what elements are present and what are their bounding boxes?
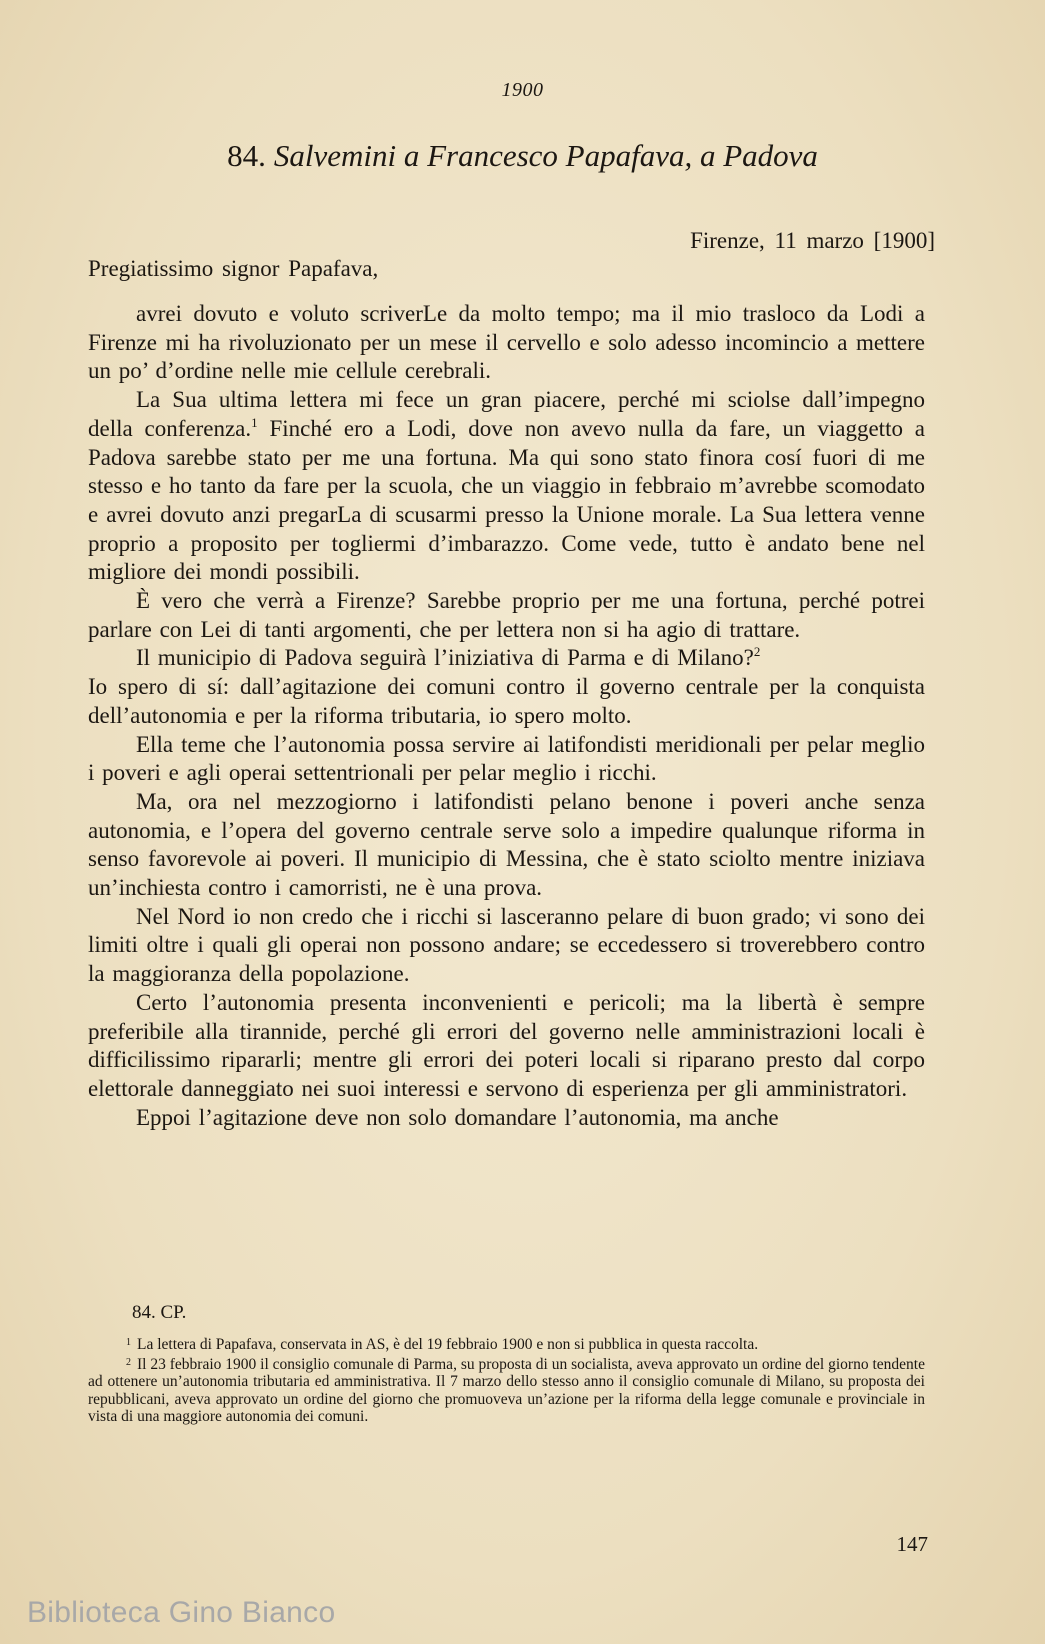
letter-title-text: Salvemini a Francesco Papafava, a Padova bbox=[273, 138, 818, 173]
letter-number: 84. bbox=[227, 138, 266, 173]
body-paragraph: Certo l’autonomia presenta inconvenienti e pericoli; ma la libertà è sempre preferibile alla tirannide, perché gli errori del governo nelle amministrazioni locali è difficilissimo ripararli; mentre gli errori dei poteri locali si riparano presto dal corpo elettorale danneggiato nei suoi interessi e servono di esperienza per gli amministratori. bbox=[88, 989, 925, 1101]
letter-body bbox=[88, 300, 925, 1132]
footnote-text: La lettera di Papafava, conservata in AS, è del 19 febbraio 1900 e non si pubblica in questa raccolta. bbox=[137, 1336, 759, 1353]
source-reference: 84. CP. bbox=[132, 1302, 187, 1323]
body-paragraph: È vero che verrà a Firenze? Sarebbe proprio per me una fortuna, perché potrei parlare con Lei di tanti argomenti, che per lettera non si ha agio di trattare. bbox=[88, 588, 925, 642]
place-date: Firenze, 11 marzo [1900] bbox=[690, 228, 935, 253]
footnote bbox=[88, 1354, 925, 1426]
library-watermark: Biblioteca Gino Bianco bbox=[27, 1596, 336, 1629]
footnote bbox=[88, 1334, 925, 1354]
body-paragraph: Io spero di sí: dall’agitazione dei comuni contro il governo centrale per la conquista dell’autonomia e per la riforma tributaria, io spero molto. bbox=[88, 674, 925, 728]
body-sentence: Finché ero a Lodi, dove non avevo nulla da fare, un viaggetto a Padova sarebbe stato per me una fortuna. Ma qui sono stato finora cosí fuori di me stesso e ho tanto da fare per la scuola, che un viaggio in febbraio m’avrebbe scomodato e avrei dovuto anzi pregarLa di scusarmi presso la Unione morale. La Sua lettera venne proprio a proposito per togliermi d’imbarazzo. Come vede, tutto è andato bene nel migliore dei mondi possibili. bbox=[88, 415, 926, 585]
footnote-mark: 1 bbox=[126, 1337, 131, 1348]
footnotes bbox=[88, 1334, 925, 1426]
letter-title bbox=[0, 138, 1045, 174]
body-sentence: La Sua ultima lettera mi fece un gran piacere, perché mi sciolse dall’impegno della conferenza. bbox=[88, 387, 925, 441]
running-head: 1900 bbox=[501, 79, 544, 101]
body-paragraph: Ma, ora nel mezzogiorno i latifondisti pelano benone i poveri anche senza autonomia, e l’opera del governo centrale serve solo a impedire qualunque riforma in senso favorevole ai poveri. Il municipio di Messina, che è stato sciolto mentre iniziava un’inchiesta contro i camorristi, ne è una prova. bbox=[88, 788, 925, 901]
footnote-text: Il 23 febbraio 1900 il consiglio comunale di Parma, su proposta di un socialista, aveva approvato un ordine del giorno tendente ad ottenere un’autonomia tributaria ed amministrativa. Il 7 marzo dello stesso anno il consiglio comunale di Milano, su proposta dei repubblicani, aveva approvato un ordine del giorno che promuoveva un’azione per la riforma della legge comunale e provinciale in vista di una maggiore autonomia dei comuni. bbox=[88, 1355, 925, 1426]
body-paragraph: avrei dovuto e voluto scriverLe da molto tempo; ma il mio trasloco da Lodi a Firenze mi ha rivoluzionato per un mese il cervello e solo adesso incomincio a mettere un po’ d’ordine nelle mie cellule cerebrali. bbox=[88, 301, 925, 384]
body-sentence: Il municipio di Padova seguirà l’iniziativa di Parma e di Milano? bbox=[136, 645, 754, 671]
footnote-reference: 1 bbox=[251, 414, 258, 430]
footnote-mark: 2 bbox=[126, 1356, 131, 1368]
footnote-reference: 2 bbox=[753, 644, 761, 660]
body-paragraph: Eppoi l’agitazione deve non solo domandare l’autonomia, ma anche bbox=[136, 1104, 779, 1130]
body-paragraph: Ella teme che l’autonomia possa servire ai latifondisti meridionali per pelar meglio i poveri e agli operai settentrionali per pelar meglio i ricchi. bbox=[88, 731, 925, 786]
page-number: 147 bbox=[896, 1532, 928, 1556]
salutation: Pregiatissimo signor Papafava, bbox=[88, 256, 379, 281]
body-paragraph: Nel Nord io non credo che i ricchi si lasceranno pelare di buon grado; vi sono dei limiti oltre i quali gli operai non possono andare; se eccedessero si troverebbero contro la maggioranza della popolazione. bbox=[88, 903, 925, 987]
body-paragraph bbox=[88, 644, 925, 673]
body-paragraph bbox=[88, 386, 925, 587]
